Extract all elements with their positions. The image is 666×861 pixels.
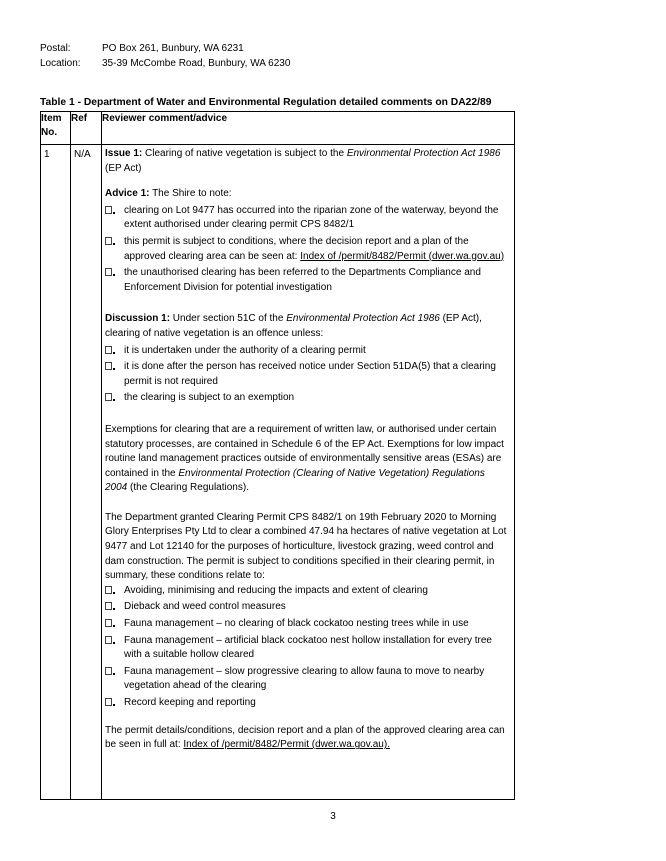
list-item (105, 360, 509, 389)
conditions-list (105, 584, 509, 711)
list-item (105, 584, 509, 599)
ref-cell (71, 145, 102, 800)
issue-paragraph (105, 147, 509, 176)
page-number: 3 (330, 811, 336, 822)
location-label: Location: (40, 58, 81, 69)
closing-permit-link[interactable]: Index of /permit/8482/Permit (dwer.wa.gov.au). (183, 739, 390, 751)
checkbox-bullet-icon (105, 667, 112, 675)
list-item-text: the unauthorised clearing has been referred to the Departments Compliance and Enforcement Division for potential investigation (124, 267, 481, 293)
table-caption: Table 1 - Department of Water and Environmental Regulation detailed comments on DA22/89 (40, 97, 492, 108)
exemptions-paragraph (105, 423, 509, 496)
comment-cell (102, 145, 515, 800)
advice-heading (105, 187, 509, 202)
permit-paragraph: The Department granted Clearing Permit CPS 8482/1 on 19th February 2020 to Morning Glory Enterprises Pty Ltd to clear a combined 47.94 ha hectares of native vegetation at Lot 9477 and Lot 12140 for the purposes of horticulture, livestock grazing, weed control and dam construction. The permit is subject to conditions specified in their clearing permit, in summary, these conditions relate to: (105, 511, 507, 582)
postal-label: Postal: (40, 43, 71, 54)
checkbox-bullet-icon (105, 698, 112, 706)
list-item-text: it is done after the person has received notice under Section 51DA(5) that a clearing permit is not required (124, 361, 496, 387)
checkbox-bullet-icon (105, 206, 112, 214)
list-item-text: Dieback and weed control measures (124, 601, 286, 613)
list-item (105, 634, 509, 663)
item-cell (41, 145, 71, 800)
advice-label: Advice 1: (105, 188, 150, 200)
location-value: 35-39 McCombe Road, Bunbury, WA 6230 (102, 58, 291, 69)
header-comment: Reviewer comment/advice (102, 112, 515, 145)
list-item-text: clearing on Lot 9477 has occurred into the riparian zone of the waterway, beyond the extent authorised under clearing permit CPS 8482/1 (124, 204, 499, 231)
address-block (40, 41, 290, 71)
issue-act: Environmental Protection Act 1986 (346, 148, 501, 159)
list-item (105, 235, 509, 264)
list-item-text: Avoiding, minimising and reducing the impacts and extent of clearing (124, 584, 428, 596)
list-item (105, 696, 509, 711)
list-item-text: Record keeping and reporting (124, 697, 256, 708)
discussion-paragraph (105, 312, 509, 341)
closing-paragraph (105, 724, 509, 753)
list-item-text: Fauna management – artificial black cockatoo nest hollow installation for every tree with a suitable hollow cleared (124, 634, 492, 661)
checkbox-bullet-icon (105, 586, 112, 594)
checkbox-bullet-icon (105, 619, 112, 627)
issue-label: Issue 1: (105, 148, 143, 159)
list-item (105, 665, 509, 694)
list-item-text: the clearing is subject to an exemption (124, 392, 295, 404)
ref-value: N/A (74, 149, 91, 160)
checkbox-bullet-icon (105, 268, 112, 276)
issue-tail: (EP Act) (105, 162, 142, 174)
advice-list (105, 204, 509, 296)
checkbox-bullet-icon (105, 393, 112, 401)
issue-text: Clearing of native vegetation is subject to the (142, 148, 347, 159)
list-item (105, 600, 509, 615)
table-row (41, 145, 515, 800)
checkbox-bullet-icon (105, 237, 112, 245)
discussion-act: Environmental Protection Act 1986 (286, 313, 440, 325)
list-item-text: it is undertaken under the authority of a clearing permit (124, 344, 366, 356)
discussion-label: Discussion 1: (105, 313, 171, 325)
list-item-text: this permit is subject to conditions, where the decision report and a plan of the approved clearing area can be seen at: (124, 235, 469, 262)
closing-text: The permit details/conditions, decision report and a plan of the approved clearing area can be seen in full at: (105, 724, 505, 751)
location-row (40, 56, 290, 71)
checkbox-bullet-icon (105, 602, 112, 610)
postal-value: PO Box 261, Bunbury, WA 6231 (102, 43, 244, 54)
list-item (105, 204, 509, 233)
advice-text: The Shire to note: (149, 188, 232, 200)
discussion-text-2: (EP Act), clearing of native vegetation is an offence unless: (105, 313, 482, 339)
discussion-text: Under section 51C of the (170, 313, 287, 325)
header-ref: Ref (71, 112, 102, 145)
list-item-text: Fauna management – no clearing of black cockatoo nesting trees while in use (124, 618, 469, 630)
comments-table (40, 111, 515, 800)
list-item-text: Fauna management – slow progressive clearing to allow fauna to move to nearby vegetation ahead of the clearing (124, 665, 485, 692)
exemptions-tail: (the Clearing Regulations). (127, 482, 249, 494)
list-item (105, 617, 509, 632)
header-row (41, 112, 515, 145)
checkbox-bullet-icon (105, 362, 112, 370)
list-item (105, 344, 509, 359)
postal-row (40, 41, 290, 56)
discussion-list (105, 344, 509, 406)
checkbox-bullet-icon (105, 636, 112, 644)
checkbox-bullet-icon (105, 346, 112, 354)
list-item (105, 266, 509, 295)
exemptions-regs: Environmental Protection (Clearing of Native Vegetation) Regulations 2004 (105, 467, 485, 494)
exemptions-text: Exemptions for clearing that are a requirement of written law, or authorised under certain statutory processes, are contained in Schedule 6 of the EP Act. Exemptions for low impact routine land management practices outside of environmentally sensitive areas (ESAs) are contained in the (105, 423, 504, 479)
header-item-no: Item No. (41, 112, 71, 145)
permit-link[interactable]: Index of /permit/8482/Permit (dwer.wa.gov.au) (300, 250, 505, 262)
item-number: 1 (44, 149, 50, 160)
list-item (105, 391, 509, 406)
